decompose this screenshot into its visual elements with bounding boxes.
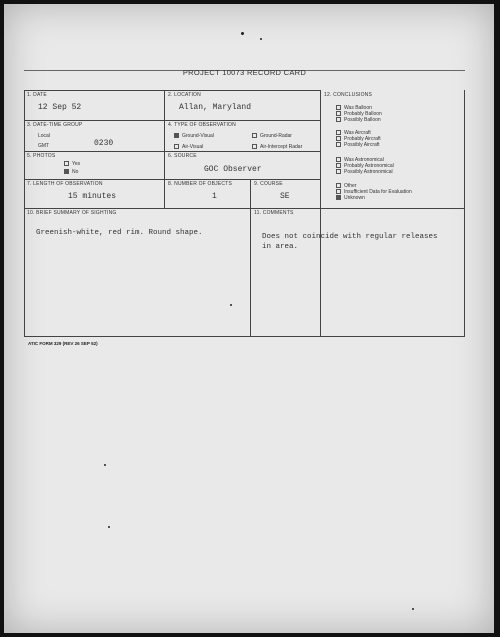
comments-line-2: in area. [262,243,299,251]
ink-speck [412,608,414,610]
course-value: SE [280,192,290,201]
comments-line-1: Does not coincide with regular releases [262,233,438,241]
conclusion-item: Was Aircraft [336,130,381,136]
rule [24,120,320,121]
rule [250,179,251,336]
summary-value: Greenish-white, red rim. Round shape. [36,229,203,237]
conclusion-item: Possibly Astronomical [336,169,394,175]
objects-label: 8. NUMBER OF OBJECTS [168,181,233,187]
ink-speck [241,32,244,35]
rule [24,336,465,337]
conclusion-item: Insufficient Data for Evaluation [336,189,412,195]
source-value: GOC Observer [204,165,262,174]
form-id: ATIC FORM 329 (REV 26 SEP 52) [28,341,98,346]
dtg-gmt-value: 0230 [94,139,114,148]
record-card [24,70,465,359]
type-ground-radar: Ground-Radar [252,133,292,139]
conclusion-item: Was Balloon [336,105,382,111]
summary-label: 10. BRIEF SUMMARY OF SIGHTING [27,210,117,216]
rule [24,90,25,336]
rule [24,151,320,152]
conclusions-group-aircraft [336,130,381,148]
dtg-label: 3. DATE-TIME GROUP [27,122,83,128]
photos-label: 5. PHOTOS [27,153,56,159]
ink-speck [230,304,232,306]
source-label: 6. SOURCE [168,153,197,159]
rule [320,90,321,336]
date-label: 1. DATE [27,92,47,98]
length-label: 7. LENGTH OF OBSERVATION [27,181,103,187]
location-value: Allan, Maryland [179,103,252,112]
course-label: 9. COURSE [254,181,283,187]
type-ground-visual: Ground-Visual [174,133,214,139]
photos-no: No [64,169,78,175]
conclusion-item: Was Astronomical [336,157,394,163]
card-title: PROJECT 10073 RECORD CARD [182,68,307,77]
comments-label: 11. COMMENTS [254,210,294,216]
ink-speck [108,526,110,528]
rule [24,179,320,180]
dtg-local: Local [38,133,50,139]
date-value: 12 Sep 52 [38,103,82,112]
conclusion-item: Probably Balloon [336,111,382,117]
conclusion-item: Probably Astronomical [336,163,394,169]
rule [24,90,320,91]
photos-yes: Yes [64,161,80,167]
conclusions-label: 12. CONCLUSIONS [324,92,373,98]
conclusions-group-other [336,183,412,201]
conclusions-group-astronomical [336,157,394,175]
length-value: 15 minutes [68,192,117,201]
rule [464,90,465,336]
conclusion-item: Possibly Aircraft [336,142,381,148]
type-label: 4. TYPE OF OBSERVATION [168,122,236,128]
document-page [4,4,494,633]
objects-value: 1 [212,192,217,201]
rule [164,90,165,208]
type-air-visual: Air-Visual [174,144,203,150]
type-air-intercept: Air-Intercept Radar [252,144,302,150]
conclusion-item: Unknown [336,195,412,201]
conclusion-item: Other [336,183,412,189]
dtg-gmt: GMT [38,143,50,149]
rule [24,208,465,209]
ink-speck [104,464,106,466]
ink-speck [260,38,262,40]
conclusion-item: Probably Aircraft [336,136,381,142]
conclusions-group-balloon [336,105,382,123]
location-label: 2. LOCATION [168,92,201,98]
conclusion-item: Possibly Balloon [336,117,382,123]
